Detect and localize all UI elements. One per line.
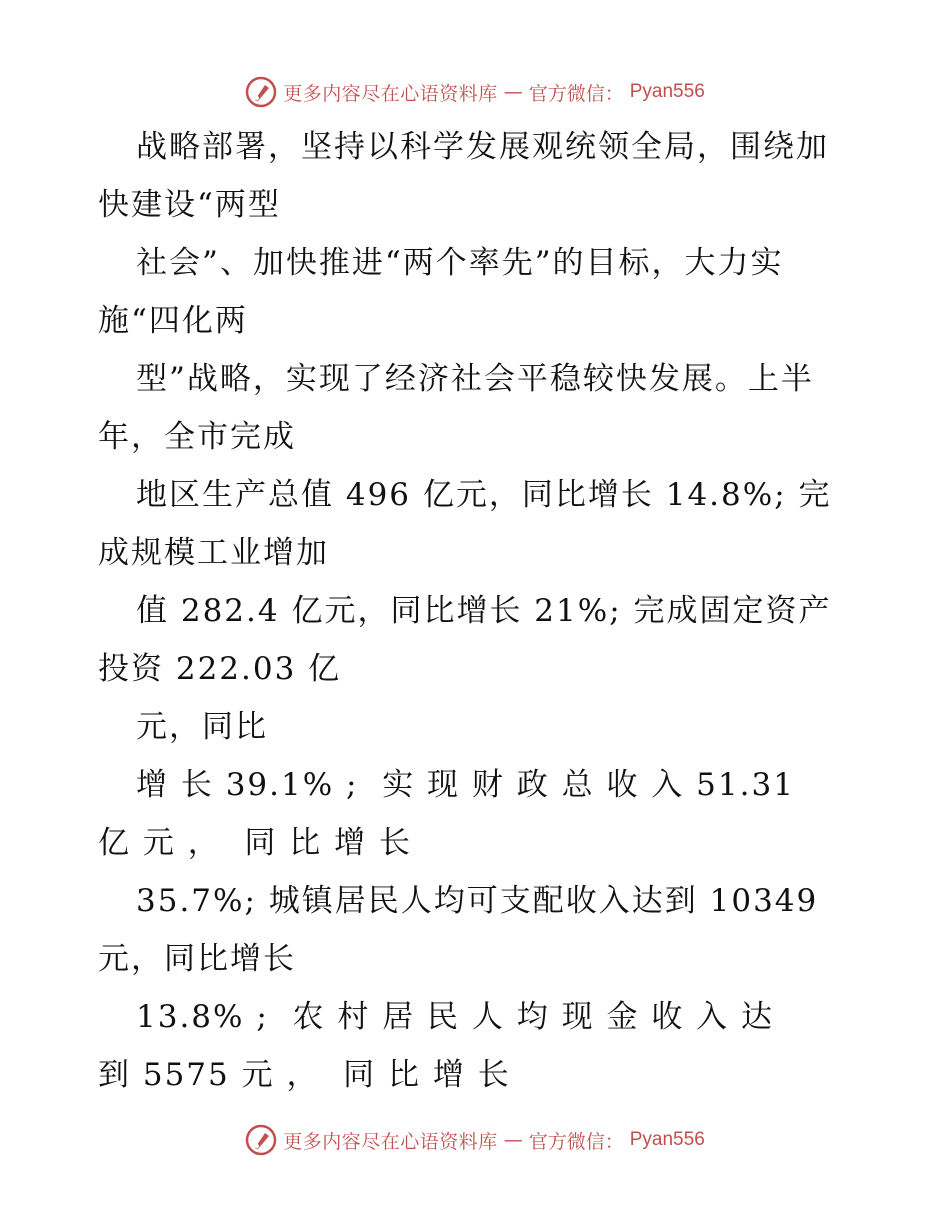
text-line: 战略部署，坚持以科学发展观统领全局，围绕加 — [136, 129, 829, 165]
text-line: 年，全市完成 — [98, 419, 296, 455]
text-line: 值 282.4 亿元，同比增长 21%; 完成固定资产 — [136, 593, 832, 629]
text-line: 型”战略，实现了经济社会平稳较快发展。上半 — [136, 361, 814, 397]
document-body — [98, 118, 858, 1104]
text-line: 社会”、加快推进“两个率先”的目标，大力实 — [136, 245, 784, 281]
text-line: 元，同比 — [136, 709, 268, 745]
footer-wechat-id: Pyan556 — [629, 1129, 705, 1150]
text-line: 亿 元 ， 同 比 增 长 — [98, 825, 412, 861]
pen-nib-logo-icon — [245, 1124, 277, 1156]
text-line: 13.8% ; 农 村 居 民 人 均 现 金 收 入 达 — [136, 999, 775, 1035]
header-separator: — — [503, 81, 523, 103]
page-footer — [0, 1123, 950, 1157]
text-line: 增 长 39.1% ; 实 现 财 政 总 收 入 51.31 — [136, 767, 795, 803]
text-line: 快建设“两型 — [98, 187, 281, 223]
header-wechat-label: 官方微信： — [528, 82, 624, 105]
pen-nib-logo-icon — [245, 76, 277, 108]
header-wechat-id: Pyan556 — [629, 81, 705, 102]
footer-separator: — — [503, 1129, 523, 1151]
footer-wechat-label: 官方微信： — [528, 1130, 624, 1153]
text-line: 35.7%; 城镇居民人均可支配收入达到 10349 — [136, 883, 819, 919]
text-line: 施“四化两 — [98, 303, 248, 339]
footer-slogan: 更多内容尽在心语资料库 — [283, 1130, 498, 1153]
text-line: 到 5575 元 ， 同 比 增 长 — [98, 1057, 511, 1093]
text-line: 成规模工业增加 — [98, 535, 329, 571]
text-line: 投资 222.03 亿 — [98, 651, 342, 687]
header-slogan: 更多内容尽在心语资料库 — [283, 82, 498, 105]
text-line: 元，同比增长 — [98, 941, 296, 977]
text-line: 地区生产总值 496 亿元，同比增长 14.8%; 完 — [136, 477, 832, 513]
page-header — [0, 75, 950, 109]
